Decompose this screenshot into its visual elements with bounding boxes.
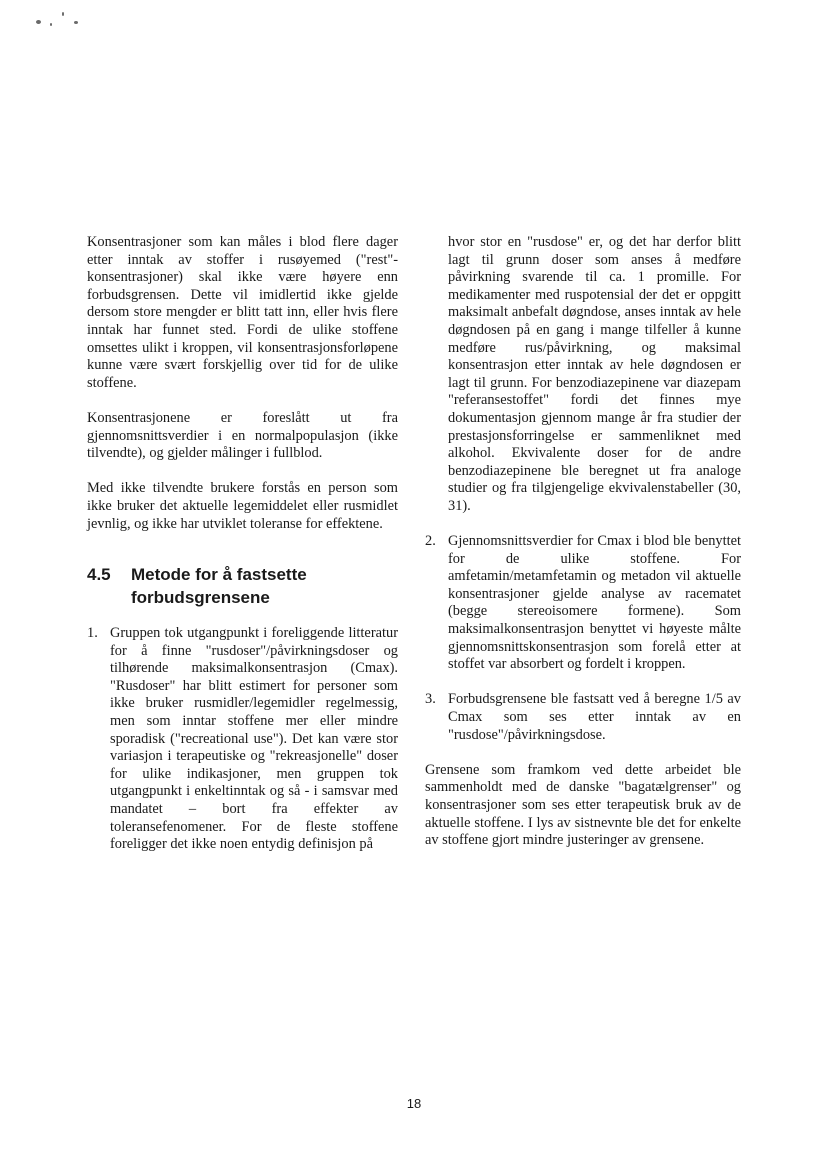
paragraph-rest-concentrations: Konsentrasjoner som kan måles i blod flere dager etter inntak av stoffer i rusøyemed ("rest"-konsentrasjoner) skal ikke være høyere enn forbudsgrensen. Dette vil imidlertid ikke gjelde dersom store mengder er blitt tatt inn, eller hvis flere inntak har funnet sted. Fordi de ulike stoffene omsettes ulikt i kroppen, vil konsentrasjonsforløpene kunne være svært forskjellig over tid for de ulike stoffene.	[87, 234, 398, 391]
section-heading	[87, 563, 398, 609]
list-item	[87, 625, 398, 854]
list-item-text: Gruppen tok utgangpunkt i foreliggende litteratur for å finne "rusdoser"/påvirkningsdoser og tilhørende maksimalkonsentrasjon (Cmax). "Rusdoser" har blitt estimert for personer som ikke bruker rusmidler/legemidler regelmessig, men som inntar stoffene mer eller mindre sporadisk ("recreational use"). Det kan være stor variasjon i terapeutiske og "rekreasjonelle" doser for ulike indikasjoner, men gruppen tok utgangpunkt i enkeltinntak og så - i samsvar med mandatet – bort fra effekter av toleransefenomener. For de fleste stoffene foreligger det ikke noen entydig definisjon på	[110, 625, 398, 853]
list-item	[425, 533, 741, 674]
section-number: 4.5	[87, 565, 111, 585]
list-item-text: Forbudsgrensene ble fastsatt ved å beregne 1/5 av Cmax som ses etter inntak av en "rusdose"/påvirkningsdose.	[448, 691, 741, 743]
right-column	[425, 234, 741, 850]
list-item-continued	[425, 234, 741, 516]
scan-marks	[36, 8, 116, 48]
left-column	[87, 234, 398, 854]
list-item-text: hvor stor en "rusdose" er, og det har derfor blitt lagt til grunn doser som anses å medføre påvirkning svarende til ca. 1 promille. For medikamenter med ruspotensial der det er oppgitt maksimalt anbefalt døgndose, anses inntak av hele døgndosen på en gang i mange tilfeller å kunne medføre rus/påvirkning, og maksimal konsentrasjon etter inntak av hele døgndosen er lagt til grunn. For benzodiazepinene var diazepam "referansestoffet" fordi det finnes mye dokumentasjon gjennom mange år fra studier der prestasjonsforringelse er sammenliknet med alkohol. Ekvivalente doser for de andre benzodiazepinene ble beregnet ut fra analoge studier og fra tilgjengelige ekvivalenstabeller (30, 31).	[448, 234, 741, 514]
list-item-number: 3.	[425, 691, 436, 708]
section-title: Metode for å fastsette forbudsgrensene	[131, 565, 307, 608]
paragraph-comparison: Grensene som framkom ved dette arbeidet ble sammenholdt med de danske "bagatælgrenser" og konsentrasjoner som ses etter terapeutisk bruk av de aktuelle stoffene. I lys av sistnevnte ble det for enkelte av stoffene gjort mindre justeringer av grensene.	[425, 761, 741, 849]
list-item	[425, 691, 741, 744]
method-list-part2	[425, 234, 741, 744]
list-item-number: 2.	[425, 533, 436, 550]
list-item-number: 1.	[87, 625, 98, 642]
paragraph-average-values: Konsentrasjonene er foreslått ut fra gjennomsnittsverdier i en normalpopulasjon (ikke tilvendte), og gjelder målinger i fullblod.	[87, 409, 398, 462]
list-item-text: Gjennomsnittsverdier for Cmax i blod ble benyttet for de ulike stoffene. For amfetamin/metamfetamin og metadon vil aktuelle konsentrasjoner gjelde analyse av racematet (begge stereoisomere formene). Som maksimalkonsentrasjon benyttet vi høyeste målte gjennomsnittskonsentrasjon som forelå etter at stoffet var absorbert og fordelt i kroppen.	[448, 533, 741, 673]
paragraph-non-habituated-users: Med ikke tilvendte brukere forstås en person som ikke bruker det aktuelle legemiddelet eller rusmidlet jevnlig, og ikke har utviklet toleranse for effektene.	[87, 480, 398, 532]
method-list-part1	[87, 625, 398, 854]
page-number: 18	[406, 1096, 422, 1111]
